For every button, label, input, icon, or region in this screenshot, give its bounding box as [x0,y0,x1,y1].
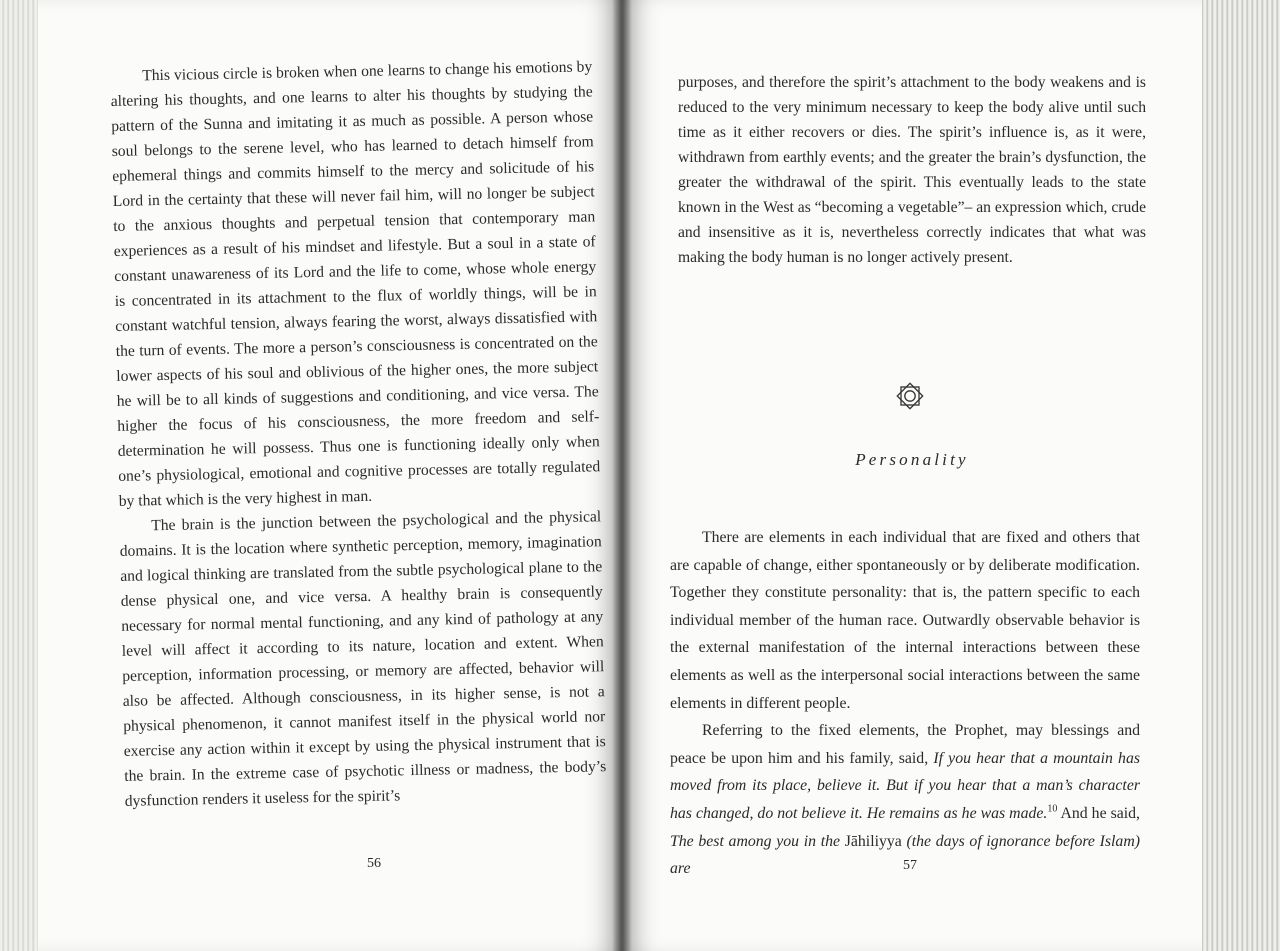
paragraph: There are elements in each individual that are fixed and others that are capable of change, either spontaneously or by deliberate modification. Together they constitute personality: that is, the pattern specific to each individual member of the human race. Outwardly observable behavior is the external manifestation of the internal interactions between these elements as well as the interpersonal social interactions between the same elements in different people. [670,529,1140,712]
paragraph: purposes, and therefore the spirit’s attachment to the body weakens and is reduced to the very minimum necessary to keep the body alive until such time as it either recovers or dies. The spirit’s influence is, as it were, withdrawn from earthly events; and the greater the brain’s dysfunction, the greater the withdrawal of the spirit. This eventually leads to the state known in the West as “becoming a vegetable”– an expression which, crude and insensitive as it is, nevertheless correctly indicates that what was making the body human is no longer actively present. [678,74,1146,266]
left-page-text [110,54,607,814]
paragraph: The brain is the junction between the psychological and the physical domains. It is the location where synthetic perception, memory, imagination and logical thinking are translated from the subtle psychological plane to the dense physical one, and vice versa. A healthy brain is consequently necessary for normal mental functioning, and any kind of pathology at any level will affect it according to its nature, location and extent. When perception, information processing, or memory are affected, behavior will also be affected. Although consciousness, in its higher sense, is not a physical phenomenon, it cannot manifest itself in the physical world nor exercise any action within it except by using the physical instrument that is the brain. In the extreme case of psychotic illness or madness, the body’s dysfunction renders it useless for the spirit’s [119,508,607,810]
hadith-quote: (the days of ignorance before Islam) are [670,832,1140,878]
book-gutter [612,0,632,951]
footnote-marker: 10 [1047,803,1058,815]
paragraph: This vicious circle is broken when one learns to change his emotions by altering his thoughts, and one learns to alter his thoughts by studying the pattern of the Sunna and imitating it as much as possible. A person whose soul belongs to the serene level, who has learned to detach himself from ephemeral things and commits himself to the mercy and solicitude of his Lord in the certainty that these will never fail him, will no longer be subject to the anxious thoughts and perpetual tension that contemporary man experiences as a result of his mindset and lifestyle. But a soul in a state of constant unawareness of its Lord and the life to come, whose whole energy is concentrated in its attachment to the flux of worldly things, will be in constant watchful tension, always fearing the worst, always dissatisfied with the turn of events. The more a person’s consciousness is concentrated on the lower aspects of his soul and oblivious of the higher ones, the more subject he will be to all kinds of suggestions and conditioning, and vice versa. The higher the focus of his consciousness, the more freedom and self-determination he will possess. Thus one is functioning ideally only when one’s physiological, emotional and cognitive processes are totally regulated by that which is the very highest in man. [110,58,601,510]
text-run: And he said, [1057,804,1140,822]
hadith-quote: If you hear that a mountain has moved from its place, believe it. But if you hear that a man’s character has changed, do not believe it. He remains as he was made. [670,749,1140,822]
right-page-edges [1194,0,1280,951]
left-page [38,0,622,951]
term: Jāhiliyya [844,832,902,850]
section-heading: Personality [855,450,969,469]
text-run: Referring to the fixed elements, the Prophet, may blessings and peace be upon him and his family, said, [670,722,1140,767]
hadith-quote: The best among you in the [670,832,845,850]
right-page [622,0,1202,951]
right-page-body-text [670,524,1140,883]
page-number: 57 [903,858,917,873]
right-page-top-text [678,70,1146,270]
eight-pointed-star-icon [894,380,926,412]
page-number: 56 [367,856,381,871]
